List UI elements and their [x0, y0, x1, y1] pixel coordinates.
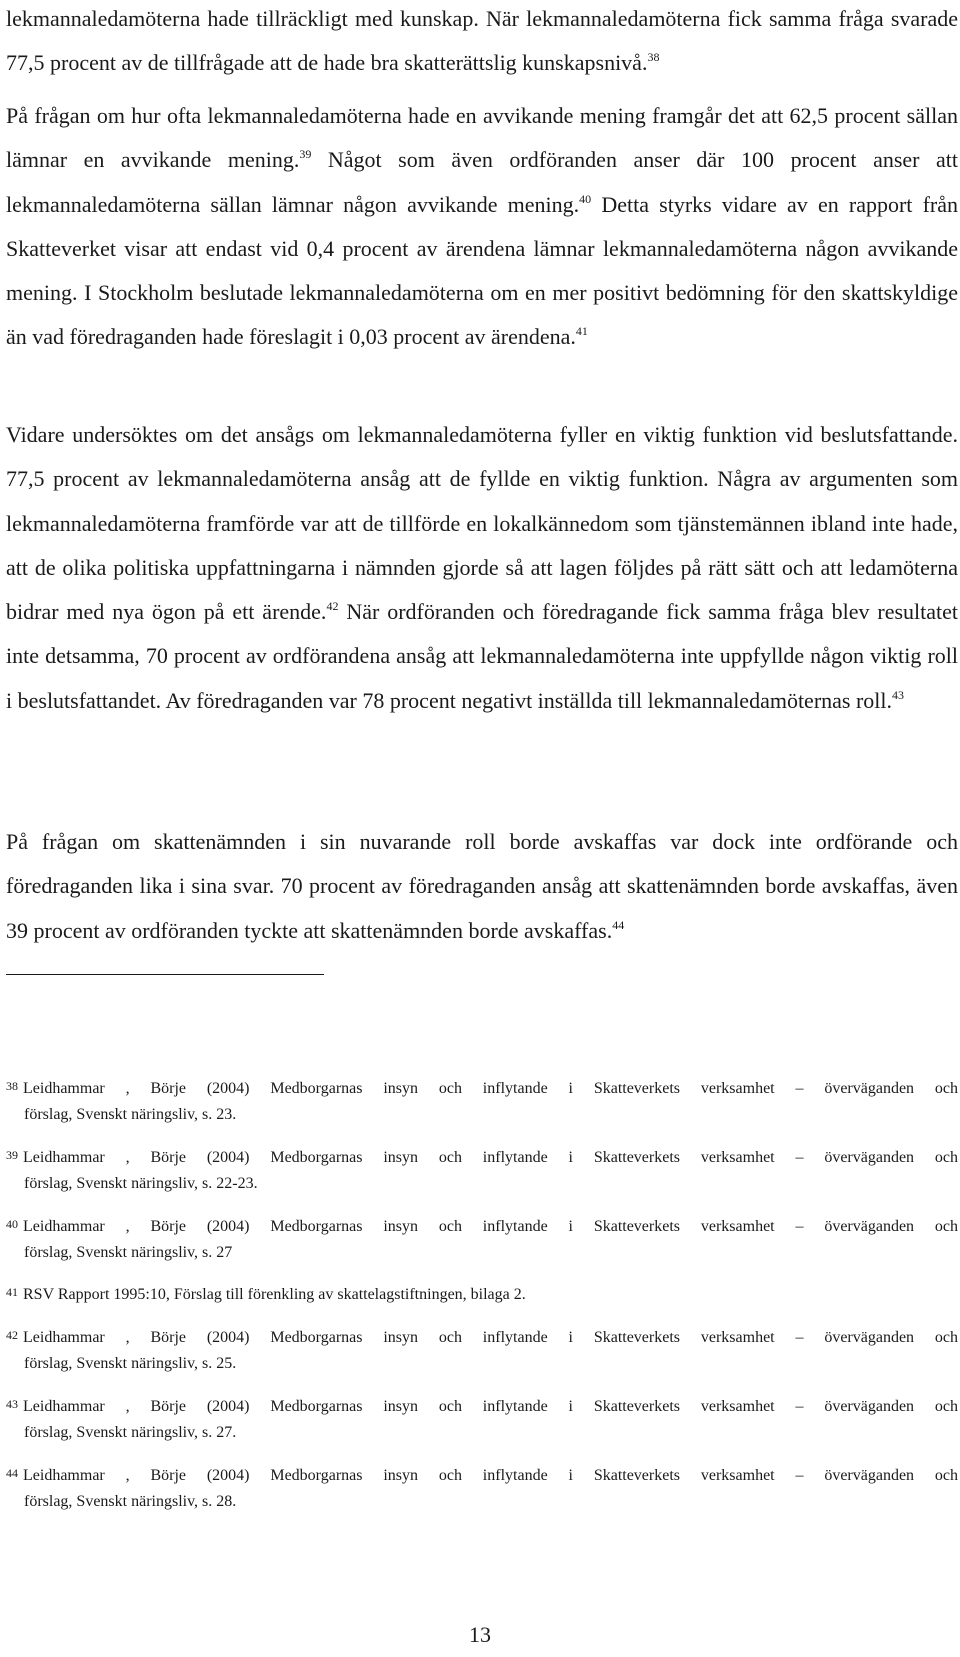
footnote-text: Leidhammar , Börje (2004) Medborgarnas insyn och inflytande i Skatteverkets verksamhet – överväganden och [23, 1218, 958, 1235]
footnote-separator [6, 974, 324, 975]
footnote-item: 40 Leidhammar , Börje (2004) Medborgarnas insyn och inflytande i Skatteverkets verksamhet – överväganden och förslag, Svenskt näringsliv, s. 27 [6, 1214, 958, 1266]
footnote-reference[interactable]: 41 [575, 324, 588, 339]
paragraph-text: Vidare undersöktes om det ansågs om lekmannaledamöterna fyller en viktig funktion vid beslutsfattande. 77,5 procent av lekmannaledamöterna ansåg att de fyllde en viktig funktion. Några av argumenten som lekmannaledamöterna framförde var att de tillförde en lokalkännedom som tjänstemännen ibland inte hade, att de olika politiska uppfattningarna i nämnden gjorde så att lagen följdes på rätt sätt och att ledamöterna bidrar med nya ögon på ett ärende. [6, 422, 958, 625]
body-paragraph [6, 413, 958, 723]
paragraph-text: När ordföranden och föredragande fick samma fråga blev resultatet inte detsamma, 70 procent av ordförandena ansåg att lekmannaledamöterna inte uppfyllde någon viktig roll i beslutsfattandet. Av föredraganden var 78 procent negativt inställda till lekmannaledamöternas roll. [6, 599, 959, 713]
footnote-reference[interactable]: 40 [579, 191, 592, 206]
footnote-reference[interactable]: 42 [326, 599, 339, 614]
footnote-text: Leidhammar , Börje (2004) Medborgarnas insyn och inflytande i Skatteverkets verksamhet – överväganden och [23, 1398, 958, 1415]
footnote-text: Leidhammar , Börje (2004) Medborgarnas insyn och inflytande i Skatteverkets verksamhet – överväganden och [23, 1329, 958, 1346]
paragraph-text: Detta styrks vidare av en rapport från Skatteverket visar att endast vid 0,4 procent av ärendena lämnar lekmannaledamöterna någon avvikande mening. I Stockholm beslutade lekmannaledamöterna om en mer positivt bedömning för den skattskyldige än vad föredraganden hade föreslagit i 0,03 procent av ärendena. [6, 191, 958, 350]
footnote-text: förslag, Svenskt näringsliv, s. 23. [24, 1106, 237, 1123]
paragraph-text: På frågan om hur ofta lekmannaledamöterna hade en avvikande mening framgår det att 62,5 procent sällan lämnar en avvikande mening. [6, 103, 958, 173]
footnote-text: Leidhammar , Börje (2004) Medborgarnas insyn och inflytande i Skatteverkets verksamhet – överväganden och [23, 1467, 958, 1484]
footnote-text: förslag, Svenskt näringsliv, s. 27 [24, 1244, 233, 1261]
footnote-item: 38 Leidhammar , Börje (2004) Medborgarnas insyn och inflytande i Skatteverkets verksamhet – överväganden och förslag, Svenskt näringsliv, s. 23. [6, 1076, 958, 1128]
page-number: 13 [469, 1622, 491, 1647]
footnote-item: 42 Leidhammar , Börje (2004) Medborgarnas insyn och inflytande i Skatteverkets verksamhet – överväganden och förslag, Svenskt näringsliv, s. 25. [6, 1325, 958, 1377]
body-paragraph [6, 94, 958, 360]
body-paragraph [6, 0, 958, 86]
footnote-text: Leidhammar , Börje (2004) Medborgarnas insyn och inflytande i Skatteverkets verksamhet – överväganden och [23, 1149, 958, 1166]
footnote-item: 39 Leidhammar , Börje (2004) Medborgarnas insyn och inflytande i Skatteverkets verksamhet – överväganden och förslag, Svenskt näringsliv, s. 22-23. [6, 1145, 958, 1197]
body-paragraph [6, 820, 958, 953]
footnote-reference[interactable]: 44 [612, 917, 625, 932]
footnote-text: RSV Rapport 1995:10, Förslag till förenkling av skattelagstiftningen, bilaga 2. [23, 1286, 526, 1303]
footnote-item: 41 RSV Rapport 1995:10, Förslag till förenkling av skattelagstiftningen, bilaga 2. [6, 1285, 526, 1303]
footnote-text: förslag, Svenskt näringsliv, s. 22-23. [24, 1175, 258, 1192]
paragraph-text: På frågan om skattenämnden i sin nuvarande roll borde avskaffas var dock inte ordförande och föredraganden lika i sina svar. 70 procent av föredraganden ansåg att skattenämnden borde avskaffas, även 39 procent av ordföranden tyckte att skattenämnden borde avskaffas. [6, 829, 958, 943]
footnote-reference[interactable]: 38 [647, 50, 660, 65]
footnote-item: 44 Leidhammar , Börje (2004) Medborgarnas insyn och inflytande i Skatteverkets verksamhet – överväganden och förslag, Svenskt näringsliv, s. 28. [6, 1463, 958, 1515]
footnote-reference[interactable]: 43 [892, 687, 905, 702]
footnote-text: förslag, Svenskt näringsliv, s. 28. [24, 1493, 237, 1510]
footnote-item: 43 Leidhammar , Börje (2004) Medborgarnas insyn och inflytande i Skatteverkets verksamhet – överväganden och förslag, Svenskt näringsliv, s. 27. [6, 1394, 958, 1446]
footnote-text: Leidhammar , Börje (2004) Medborgarnas insyn och inflytande i Skatteverkets verksamhet – överväganden och [23, 1080, 958, 1097]
footnote-text: förslag, Svenskt näringsliv, s. 25. [24, 1355, 237, 1372]
paragraph-text: lekmannaledamöterna hade tillräckligt med kunskap. När lekmannaledamöterna fick samma fråga svarade 77,5 procent av de tillfrågade att de hade bra skatterättslig kunskapsnivå. [6, 6, 958, 76]
paragraph-text: Något som även ordföranden anser där 100 procent anser att lekmannaledamöterna sällan lämnar någon avvikande mening. [6, 147, 959, 217]
footnote-reference[interactable]: 39 [299, 147, 312, 162]
footnote-text: förslag, Svenskt näringsliv, s. 27. [24, 1424, 237, 1441]
